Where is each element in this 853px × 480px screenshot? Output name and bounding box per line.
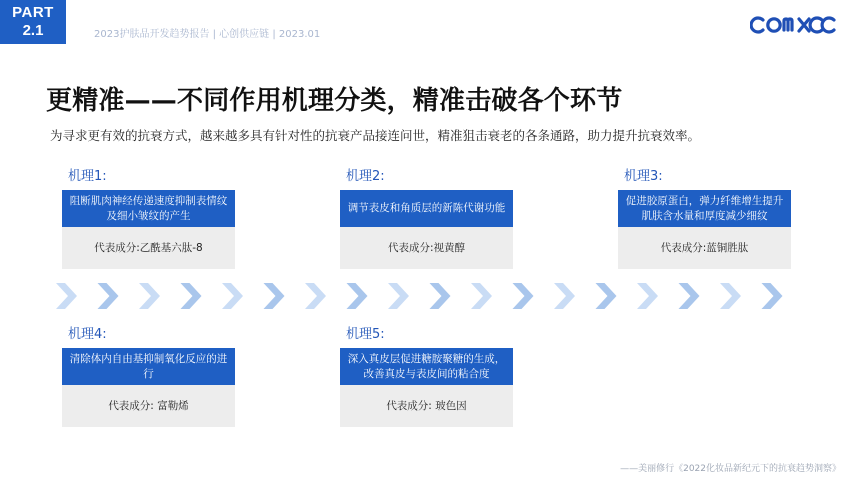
brand-logo: [750, 14, 836, 36]
chevron-arrow-icon: [471, 283, 492, 309]
mechanism-card-5: [340, 326, 513, 427]
mechanism-representative: 代表成分:乙酰基六肽-8: [62, 227, 235, 269]
mechanism-label: 机理5:: [346, 327, 385, 342]
chevron-arrow-icon: [139, 283, 160, 309]
chevron-arrow-icon: [554, 283, 575, 309]
chevron-arrow-icon: [222, 283, 243, 309]
chevron-arrow-icon: [430, 283, 451, 309]
chevron-arrow-icon: [264, 283, 285, 309]
header-subtitle: 2023护肤品开发趋势报告 | 心创供应链 | 2023.01: [94, 29, 321, 40]
part-badge: [0, 0, 66, 44]
chevron-arrow-icon: [762, 283, 783, 309]
mechanism-card-1: [62, 168, 235, 269]
part-number: 2.1: [22, 22, 44, 39]
page-title: 更精准——不同作用机理分类，精准击破各个环节: [46, 86, 623, 116]
chevron-arrow-icon: [637, 283, 658, 309]
mechanism-label: 机理3:: [624, 169, 663, 184]
chevron-arrow-icon: [56, 283, 77, 309]
mechanism-representative: 代表成分:蓝铜胜肽: [618, 227, 791, 269]
mechanism-description: 调节表皮和角质层的新陈代谢功能: [340, 190, 513, 227]
mechanism-description: 促进胶原蛋白，弹力纤维增生提升肌肤含水量和厚度减少细纹: [618, 190, 791, 227]
chevron-arrow-icon: [181, 283, 202, 309]
chevron-arrow-icon: [388, 283, 409, 309]
mechanism-card-2: [340, 168, 513, 269]
mechanism-label: 机理1:: [68, 169, 107, 184]
chevron-arrow-icon: [513, 283, 534, 309]
mechanism-representative: 代表成分: 玻色因: [340, 385, 513, 427]
mechanism-label: 机理4:: [68, 327, 107, 342]
chevron-arrow-icon: [98, 283, 119, 309]
chevron-arrow-icon: [596, 283, 617, 309]
page-subtitle: 为寻求更有效的抗衰方式，越来越多具有针对性的抗衰产品接连问世，精准狙击衰老的各条通路，助力提升抗衰效率。: [50, 128, 701, 143]
chevron-arrow-icon: [679, 283, 700, 309]
source-citation: ——美丽修行《2022化妆品新纪元下的抗衰趋势洞察》: [620, 464, 841, 474]
mechanism-representative: 代表成分:视黄醇: [340, 227, 513, 269]
chevron-arrow-icon: [305, 283, 326, 309]
mechanism-card-4: [62, 326, 235, 427]
chevron-arrow-icon: [720, 283, 741, 309]
mechanism-representative: 代表成分: 富勒烯: [62, 385, 235, 427]
mechanism-description: 阻断肌肉神经传递速度抑制表情纹及细小皱纹的产生: [62, 190, 235, 227]
chevron-arrow-row: [52, 281, 792, 311]
chevron-arrow-icon: [347, 283, 368, 309]
mechanism-description: 清除体内自由基抑制氧化反应的进行: [62, 348, 235, 385]
mechanism-description: 深入真皮层促进糖胺聚糖的生成，改善真皮与表皮间的粘合度: [340, 348, 513, 385]
mechanism-label: 机理2:: [346, 169, 385, 184]
mechanism-card-3: [618, 168, 791, 269]
part-label: PART: [12, 4, 54, 21]
